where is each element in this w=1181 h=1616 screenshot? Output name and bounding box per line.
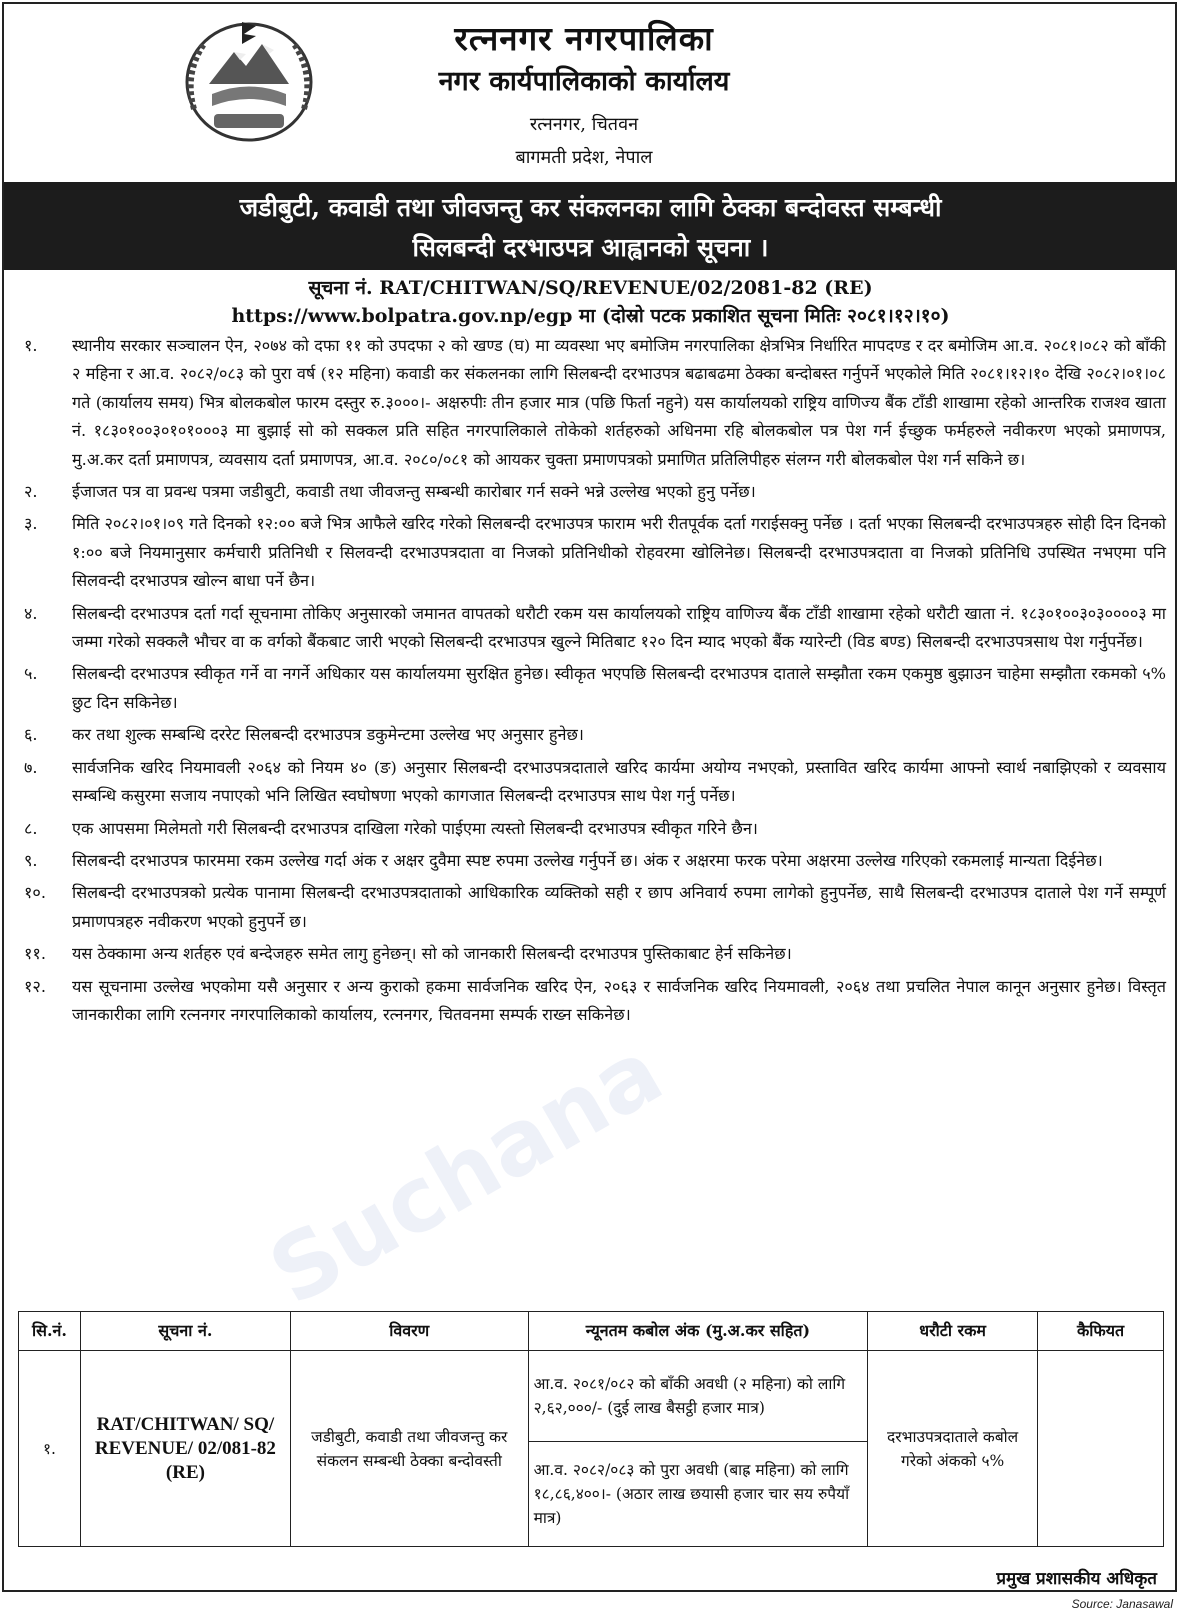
table-header-row [19,1312,1164,1351]
col-header-deposit: धरौटी रकम [868,1312,1038,1351]
banner-title-line-1: जडीबुटी, कवाडी तथा जीवजन्तु कर संकलनका लागि ठेक्का बन्दोवस्त सम्बन्धी [239,193,942,222]
notice-frame [2,2,1177,1592]
cell-sn: १. [19,1351,81,1547]
item-number: १०. [24,883,46,903]
list-item [18,478,1166,506]
notice-items-list [18,332,1166,1033]
notice-url-line: https://www.bolpatra.gov.np/egp मा (दोस्रो पटक प्रकाशित सूचना मितिः २०८१।१२।१०) [231,305,950,327]
table-row [19,1351,1164,1442]
item-text: सार्वजनिक खरिद नियमावली २०६४ को नियम ४० (ङ) अनुसार सिलबन्दी दरभाउपत्रदाताले खरिद कार्यमा अयोग्य नभएको, प्रस्तावित खरिद कार्यमा आफ्नो स्वार्थ नबाझिएको र व्यवसाय सम्बन्धि कसुरमा सजाय नपाएको भनि लिखित स्वघोषणा भएको कागजात सिलबन्दी दरभाउपत्र साथ पेश गर्नु पर्नेछ। [72,757,1166,806]
col-header-notice-no: सूचना नं. [80,1312,290,1351]
notice-number: सूचना नं. RAT/CHITWAN/SQ/REVENUE/02/2081-82 (RE) [308,277,873,299]
notice-header [4,4,1177,182]
list-item [18,815,1166,843]
watermark: Suchana [252,1019,680,1326]
item-number: १. [24,336,38,355]
cell-deposit: दरभाउपत्रदाताले कबोल गरेको अंकको ५% [868,1351,1038,1547]
office-province: बागमती प्रदेश, नेपाल [515,147,653,168]
item-number: २. [24,482,38,502]
item-number: ९. [24,850,38,870]
notice-title-banner [4,182,1177,270]
banner-title-line-2: सिलबन्दी दरभाउपत्र आह्वानको सूचना । [412,233,769,262]
list-item [18,510,1166,595]
item-text: सिलबन्दी दरभाउपत्र दर्ता गर्दा सूचनामा तोकिए अनुसारको जमानत वापतको धरौटी रकम यस कार्यालयको राष्ट्रिय वाणिज्य बैंक टाँडी शाखामा रहेको धरौटी खाता नं. १८३०१००३०३००००३ मा जम्मा गरेको सक्कलै भौचर वा क वर्गको बैंकबाट जारी भएको सिलबन्दी दरभाउपत्र खुल्ने मितिबाट १२० दिन म्याद भएको बैंक ग्यारेन्टी (विड बण्ड) सिलबन्दी दरभाउपत्रसाथ पेश गर्नुपर्नेछ। [72,603,1166,652]
item-text: एक आपसमा मिलेमतो गरी सिलबन्दी दरभाउपत्र दाखिला गरेको पाईएमा त्यस्तो सिलबन्दी दरभाउपत्र स्वीकृत गरिने छैन। [72,818,758,838]
list-item [18,754,1166,811]
item-text: सिलबन्दी दरभाउपत्र स्वीकृत गर्ने वा नगर्ने अधिकार यस कार्यालयमा सुरक्षित हुनेछ। स्वीकृत भएपछि सिलबन्दी दरभाउपत्र दाताले सम्झौता रकम एकमुष्ठ बुझाउन चाहेमा सम्झौता रकमको ५% छुट दिन सकिनेछ। [72,664,1166,712]
signatory-title: प्रमुख प्रशासकीय अधिकृत [996,1569,1157,1589]
item-number: ८. [24,818,38,838]
col-header-description: विवरण [290,1312,528,1351]
item-text: यस ठेक्कामा अन्य शर्तहरु एवं बन्देजहरु समेत लागु हुनेछन्। सो को जानकारी सिलबन्दी दरभाउपत्र पुस्तिकाबाट हेर्न सकिनेछ। [72,944,792,964]
list-item [18,879,1166,936]
item-text: यस सूचनामा उल्लेख भएकोमा यसै अनुसार र अन्य कुराको हकमा सार्वजनिक खरिद ऐन, २०६३ र सार्वजनिक खरिद नियमावली, २०६४ तथा प्रचलित नेपाल कानून अनुसार हुनेछ। विस्तृत जानकारीका लागि रत्ननगर नगरपालिकाको कार्यालय, रत्ननगर, चितवनमा सम्पर्क राख्न सकिनेछ। [72,976,1166,1024]
item-text: कर तथा शुल्क सम्बन्धि दररेट सिलबन्दी दरभाउपत्र डकुमेन्टमा उल्लेख भए अनुसार हुनेछ। [72,725,584,745]
source-credit: Source: Janasawal [1071,1597,1173,1611]
item-number: ११. [24,944,46,964]
nepal-government-emblem-icon [174,14,324,144]
item-text: स्थानीय सरकार सञ्चालन ऐन, २०७४ को दफा ११ को उपदफा २ को खण्ड (घ) मा व्यवस्था भए बमोजिम नगरपालिका क्षेत्रभित्र निर्धारित मापदण्ड र दर बमोजिम आ.व. २०८१।०८२ को बाँकी २ महिना र आ.व. २०८२/०८३ को पुरा वर्ष (१२ महिना) कवाडी कर संकलनका लागि सिलबन्दी दरभाउपत्र बढाबढमा ठेक्का बन्दोबस्त गर्नुपर्ने भएकोले मिति २०८१।१२।१० देखि २०८२।०१।०८ गते (कार्यालय समय) भित्र बोलकबोल फारम दस्तुर रु.३०००।- अक्षरुपीः तीन हजार मात्र (पछि फिर्ता नहुने) यस कार्यालयको राष्ट्रिय वाणिज्य बैंक टाँडी शाखामा रहेको आन्तरिक राजश्व खाता नं. १८३०१००३०१०१०००३ मा बुझाई सो को सक्कल प्रति सहित नगरपालिकाले तोकेको शर्तहरुको अधिनमा रहि बोलकबोल पत्र पेश गर्न ईच्छुक फर्महरुले नवीकरण भएको प्रमाणपत्र, मु.अ.कर दर्ता प्रमाणपत्र, व्यवसाय दर्ता प्रमाणपत्र, आ.व. २०८०/०८१ को आयकर चुक्ता प्रमाणपत्रको प्रमाणित प्रतिलिपीहरु संलग्न गरी बोलकबोल पेश गर्न सकिने छ। [72,336,1166,469]
cell-min-bid-next-year: आ.व. २०८२/०८३ को पुरा अवधी (बाह्र महिना) को लागि १८,८६,४००।- (अठार लाख छयासी हजार चार सय रुपैयाँ मात्र) [528,1442,868,1547]
col-header-sn: सि.नं. [19,1312,81,1351]
office-location: रत्ननगर, चितवन [529,114,639,135]
item-number: ६. [24,725,38,745]
cell-description: जडीबुटी, कवाडी तथा जीवजन्तु कर संकलन सम्बन्धी ठेक्का बन्दोवस्ती [290,1351,528,1547]
list-item [18,332,1166,474]
bid-details-table [18,1311,1164,1547]
list-item [18,847,1166,875]
item-text: सिलबन्दी दरभाउपत्र फारममा रकम उल्लेख गर्दा अंक र अक्षर दुवैमा स्पष्ट रुपमा उल्लेख गर्नुपर्ने छ। अंक र अक्षरमा फरक परेमा अक्षरमा उल्लेख गरिएको रकमलाई मान्यता दिईनेछ। [72,850,1103,870]
notice-reference [4,274,1177,330]
list-item [18,973,1166,1030]
item-text: मिति २०८२।०१।०९ गते दिनको १२:०० बजे भित्र आफैले खरिद गरेको सिलबन्दी दरभाउपत्र फाराम भरी रीतपूर्वक दर्ता गराईसक्नु पर्नेछ । दर्ता भएका सिलबन्दी दरभाउपत्रहरु सोही दिन दिनको १:०० बजे नियमानुसार कर्मचारी प्रतिनिधी र सिलवन्दी दरभाउपत्रदाता वा निजको प्रतिनिधीको रोहवरमा खोलिनेछ। सिलबन्दी दरभाउपत्रदाता वा निजको प्रतिनिधि उपस्थित नभएमा पनि सिलवन्दी दरभाउपत्र खोल्न बाधा पर्ने छैन। [72,514,1166,591]
col-header-remarks: कैफियत [1038,1312,1164,1351]
cell-remarks [1038,1351,1164,1547]
col-header-min-bid: न्यूनतम कबोल अंक (मु.अ.कर सहित) [528,1312,868,1351]
item-number: ३. [24,514,38,534]
list-item [18,940,1166,968]
item-number: ५. [24,664,38,684]
item-text: सिलबन्दी दरभाउपत्रको प्रत्येक पानामा सिलबन्दी दरभाउपत्रदाताको आधिकारिक व्यक्तिको सही र छाप अनिवार्य रुपमा लागेको हुनुपर्नेछ, साथै सिलबन्दी दरभाउपत्र दाताले पेश गर्ने सम्पूर्ण प्रमाणपत्रहरु नवीकरण भएको हुनुपर्ने छ। [72,883,1166,931]
list-item [18,660,1166,717]
org-name: रत्ननगर नगरपालिका [454,19,714,58]
list-item [18,600,1166,657]
office-name: नगर कार्यपालिकाको कार्यालय [438,66,730,97]
item-number: १२. [24,976,46,996]
item-number: ४. [24,603,38,623]
item-number: ७. [24,757,38,777]
item-text: ईजाजत पत्र वा प्रवन्ध पत्रमा जडीबुटी, कवाडी तथा जीवजन्तु सम्बन्धी कारोबार गर्न सक्ने भन्ने उल्लेख भएको हुनु पर्नेछ। [72,482,756,502]
list-item [18,721,1166,749]
cell-min-bid-current-year: आ.व. २०८१/०८२ को बाँकी अवधी (२ महिना) को लागि २,६२,०००/- (दुई लाख बैसट्ठी हजार मात्र) [528,1351,868,1442]
cell-notice-no: RAT/CHITWAN/ SQ/ REVENUE/ 02/081-82 (RE) [80,1351,290,1547]
